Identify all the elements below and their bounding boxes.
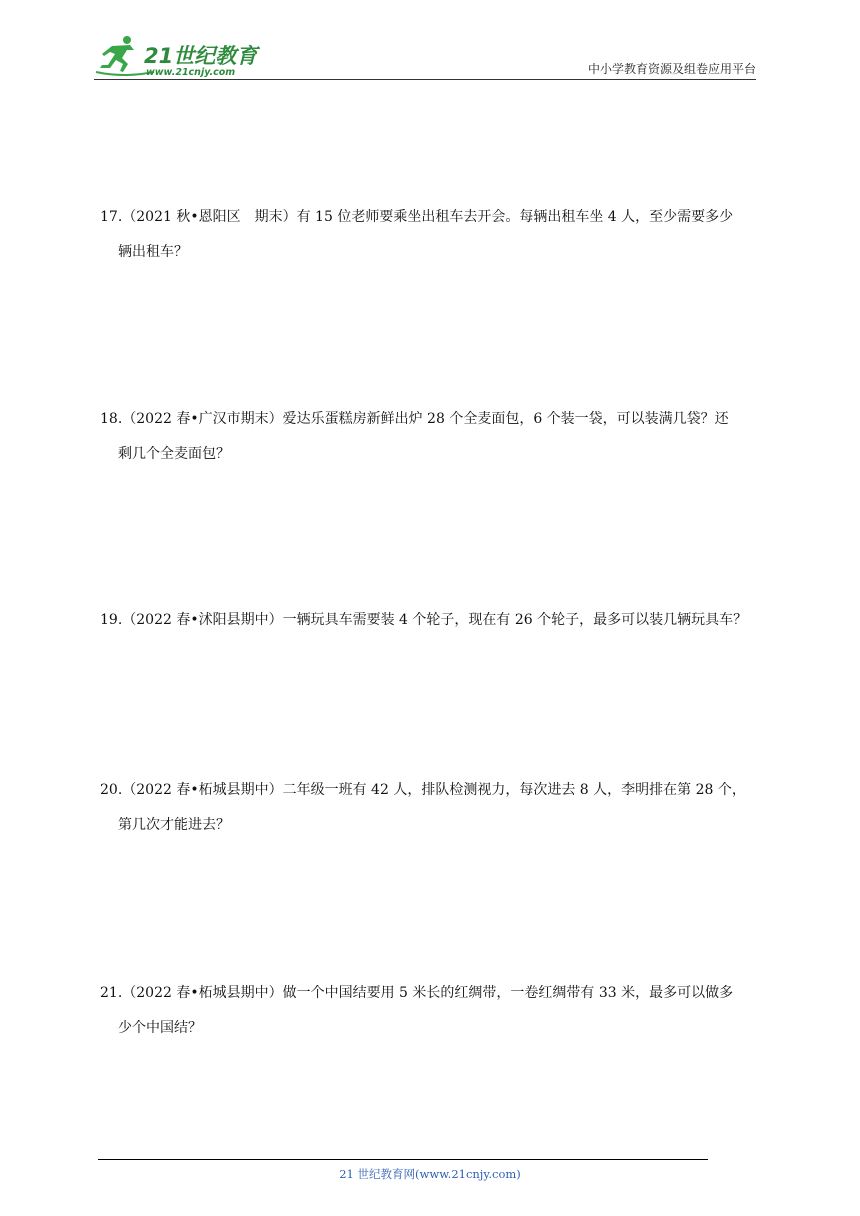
question-19: [100, 603, 766, 638]
header-divider: [94, 79, 756, 80]
question-text-continued: 辆出租车？: [118, 244, 188, 260]
page-header: [0, 0, 860, 90]
question-18: [100, 402, 766, 472]
question-text-continued: 剩几个全麦面包？: [118, 446, 230, 462]
question-21: [100, 976, 766, 1046]
question-text-continued: 少个中国结？: [118, 1020, 202, 1036]
footer-link[interactable]: 21 世纪教育网(www.21cnjy.com): [339, 1167, 521, 1181]
question-text: 21.（2022 春•柘城县期中）做一个中国结要用 5 米长的红绸带，一卷红绸带有 33 米，最多可以做多: [100, 985, 734, 1001]
question-text: 20.（2022 春•柘城县期中）二年级一班有 42 人，排队检测视力，每次进去 8 人，李明排在第 28 个，: [100, 782, 746, 798]
logo-url: www.21cnjy.com: [146, 67, 236, 78]
footer-divider: [98, 1159, 708, 1160]
question-20: [100, 773, 766, 843]
logo-name: 21世纪教育: [144, 44, 258, 68]
platform-title: 中小学教育资源及组卷应用平台: [587, 62, 756, 76]
question-17: [100, 200, 766, 270]
site-logo: [94, 34, 264, 80]
question-text: 17.（2021 秋•恩阳区 期末）有 15 位老师要乘坐出租车去开会。每辆出租车坐 4 人，至少需要多少: [100, 209, 734, 225]
question-text-continued: 第几次才能进去？: [118, 817, 230, 833]
question-text: 19.（2022 春•沭阳县期中）一辆玩具车需要装 4 个轮子，现在有 26 个轮子，最多可以装几辆玩具车？: [100, 612, 748, 628]
question-text: 18.（2022 春•广汉市期末）爱达乐蛋糕房新鲜出炉 28 个全麦面包，6 个装一袋，可以装满几袋？还: [100, 411, 729, 427]
